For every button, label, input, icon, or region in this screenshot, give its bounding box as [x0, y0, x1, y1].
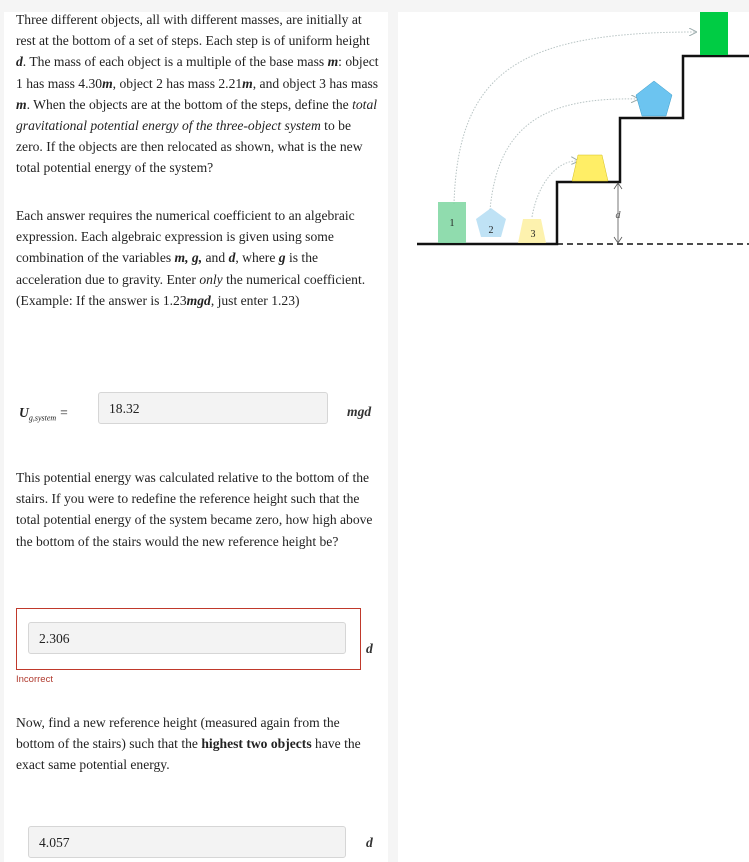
q3-text-2: have the exact same potential energy. [16, 736, 361, 773]
potential-energy-unit: mgd [347, 404, 372, 419]
problem-intro [16, 9, 380, 179]
reference-height-unit: d [366, 641, 373, 656]
instr-var-g: g [278, 250, 286, 266]
var-m-3: m [242, 75, 253, 91]
incorrect-feedback: Incorrect [16, 674, 53, 685]
potential-energy-input[interactable]: 18.32 [98, 392, 328, 424]
relocated-pentagon [636, 81, 672, 116]
stairs-diagram [398, 12, 749, 272]
trajectory-arrow-3 [532, 161, 578, 217]
relocated-trapezoid [572, 155, 608, 181]
instr-text-6: , just enter 1.23) [210, 292, 300, 308]
step-height-label: d [615, 210, 621, 221]
var-d: d [16, 54, 23, 70]
var-m-4: m [16, 96, 27, 112]
intro-text-5: , and object 3 has mass [252, 75, 379, 91]
relocated-green-box [700, 12, 728, 55]
intro-text-4: , object 2 has mass 2.21 [112, 75, 243, 91]
instr-example-unit: mgd [186, 292, 211, 308]
instr-text-5: the numerical coefficient. (Example: If the answer is 1.23 [16, 271, 366, 308]
instr-vars: m, g, [174, 250, 203, 266]
instr-text-1: Each answer requires the numerical coefficient to an algebraic expression. Each algebraic expression is given using some combination of the variables [16, 208, 355, 266]
question-3-text [16, 712, 380, 776]
diagram-panel [398, 12, 749, 862]
label-u-main: U [19, 405, 29, 420]
instr-only: only [199, 271, 223, 287]
intro-text-6: . When the objects are at the bottom of the steps, define the [26, 96, 353, 112]
instr-text-4: is the acceleration due to gravity. Enter [16, 250, 319, 287]
reference-height-input[interactable]: 2.306 [28, 622, 346, 654]
intro-term: total gravitational potential energy of the three-object system [16, 96, 378, 134]
intro-text-7: to be zero. If the objects are then relocated as shown, what is the new total potential energy of the system? [16, 118, 363, 176]
q3-bold: highest two objects [201, 736, 312, 752]
label-u-sub: g,system [28, 413, 57, 423]
object-3-label: 3 [530, 229, 536, 240]
instr-var-d: d [228, 250, 236, 266]
q3-text-1: Now, find a new reference height (measured again from the bottom of the stairs) such that the [16, 715, 340, 752]
var-m-2: m [102, 75, 113, 91]
stairs-outline [417, 56, 749, 244]
trajectory-arrow-2 [490, 99, 638, 210]
instr-text-3: , where [235, 250, 279, 266]
var-m: m [327, 54, 339, 70]
intro-text-2: . The mass of each object is a multiple of the base mass [22, 54, 328, 70]
object-1-label: 1 [449, 218, 455, 229]
object-2-label: 2 [488, 225, 494, 236]
question-panel [4, 12, 388, 862]
instr-text-2: and [202, 250, 229, 266]
intro-text-1: Three different objects, all with different masses, are initially at rest at the bottom of a set of steps. Each step is of uniform height [16, 12, 370, 49]
equal-energy-height-input[interactable]: 4.057 [28, 826, 346, 858]
label-u-equals: = [60, 405, 68, 420]
potential-energy-label [19, 405, 68, 423]
question-2-text: This potential energy was calculated relative to the bottom of the stairs. If you were to redefine the reference height such that the total potential energy of the system became zero, how high above the bottom of the stairs would the new reference height be? [16, 470, 373, 549]
equal-energy-height-unit: d [366, 835, 373, 850]
intro-text-3: : object 1 has mass 4.30 [16, 54, 379, 91]
instructions [16, 205, 380, 311]
